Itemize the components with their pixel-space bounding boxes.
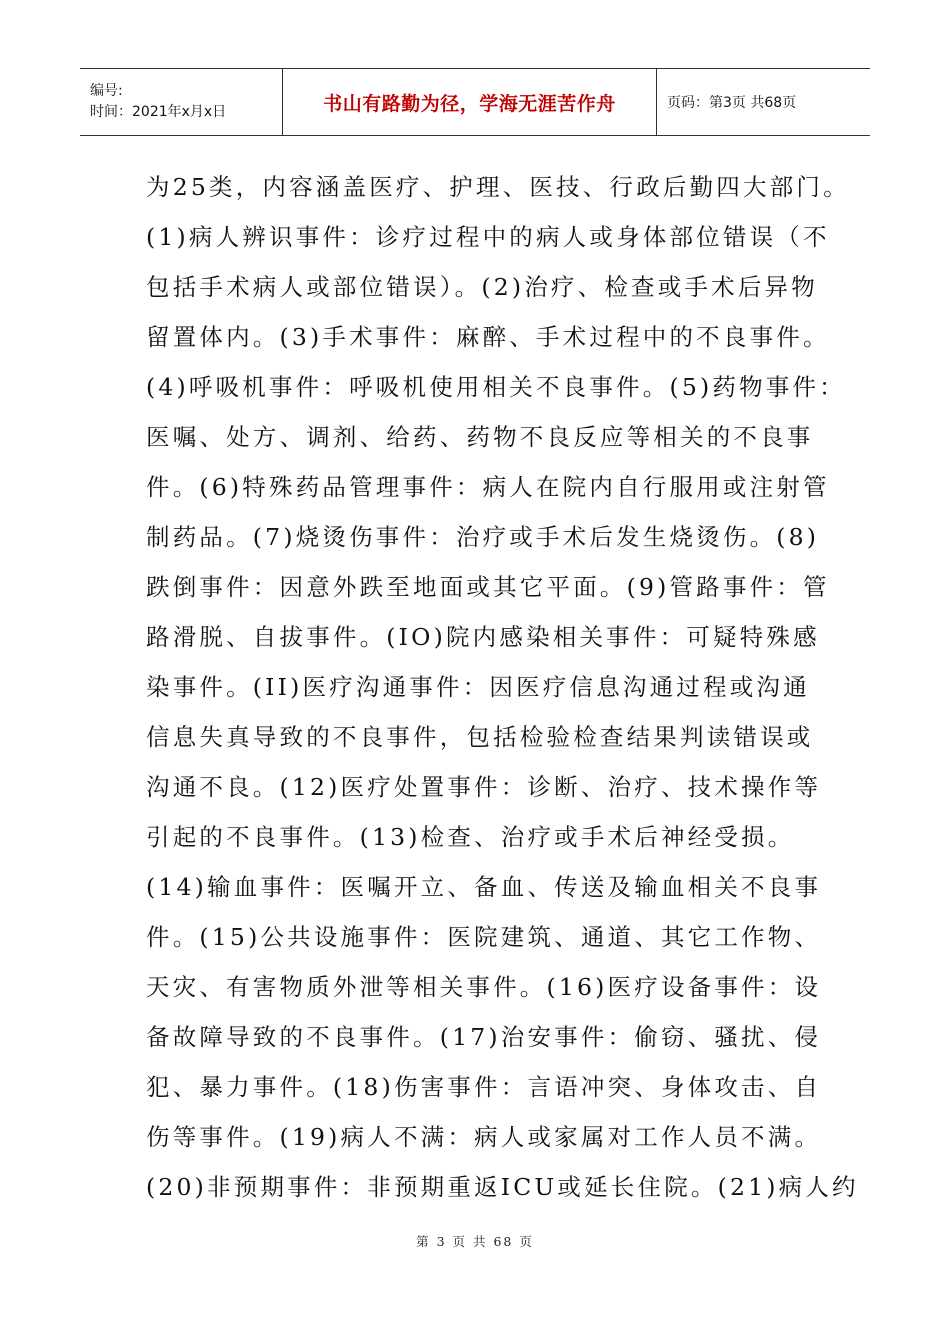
body-line: 染事件。(II)医疗沟通事件：因医疗信息沟通过程或沟通 [146,673,810,701]
body-line: (4)呼吸机事件：呼吸机使用相关不良事件。(5)药物事件： [146,373,846,401]
page-footer: 第 3 页 共 68 页 [416,1234,534,1249]
body-line: 信息失真导致的不良事件，包括检验检查结果判读错误或 [146,723,814,751]
body-line: 引起的不良事件。(13)检查、治疗或手术后神经受损。 [146,823,795,851]
body-line: (20)非预期事件：非预期重返ICU或延长住院。(21)病人约 [146,1173,859,1201]
document-body [146,162,859,1212]
header-meta [80,69,283,135]
body-line: 留置体内。(3)手术事件：麻醉、手术过程中的不良事件。 [146,323,830,351]
body-line: 犯、暴力事件。(18)伤害事件：言语冲突、身体攻击、自 [146,1073,822,1101]
body-line: 医嘱、处方、调剂、给药、药物不良反应等相关的不良事 [146,423,814,451]
body-line: 天灾、有害物质外泄等相关事件。(16)医疗设备事件：设 [146,973,822,1001]
body-line: 沟通不良。(12)医疗处置事件：诊断、治疗、技术操作等 [146,773,822,801]
body-line: 伤等事件。(19)病人不满：病人或家属对工作人员不满。 [146,1123,822,1151]
body-line: (14)输血事件：医嘱开立、备血、传送及输血相关不良事 [146,873,822,901]
body-line: 备故障导致的不良事件。(17)治安事件：偷窃、骚扰、侵 [146,1023,822,1051]
page-header [80,68,870,136]
body-line: 路滑脱、自拔事件。(IO)院内感染相关事件：可疑特殊感 [146,623,820,651]
document-number-label: 编号: [90,83,123,99]
document-date: 时间：2021年x月x日 [90,104,227,120]
header-motto: 书山有路勤为径，学海无涯苦作舟 [283,69,657,135]
body-line: 件。(15)公共设施事件：医院建筑、通道、其它工作物、 [146,923,822,951]
body-line: 为25类，内容涵盖医疗、护理、医技、行政后勤四大部门。 [146,173,850,201]
body-line: 包括手术病人或部位错误）。(2)治疗、检查或手术后异物 [146,273,818,301]
body-line: 制药品。(7)烧烫伤事件：治疗或手术后发生烧烫伤。(8) [146,523,820,551]
body-line: 跌倒事件：因意外跌至地面或其它平面。(9)管路事件：管 [146,573,830,601]
body-line: 件。(6)特殊药品管理事件：病人在院内自行服用或注射管 [146,473,830,501]
body-line: (1)病人辨识事件：诊疗过程中的病人或身体部位错误（不 [146,223,830,251]
header-page-info: 页码：第3页 共68页 [667,95,797,111]
